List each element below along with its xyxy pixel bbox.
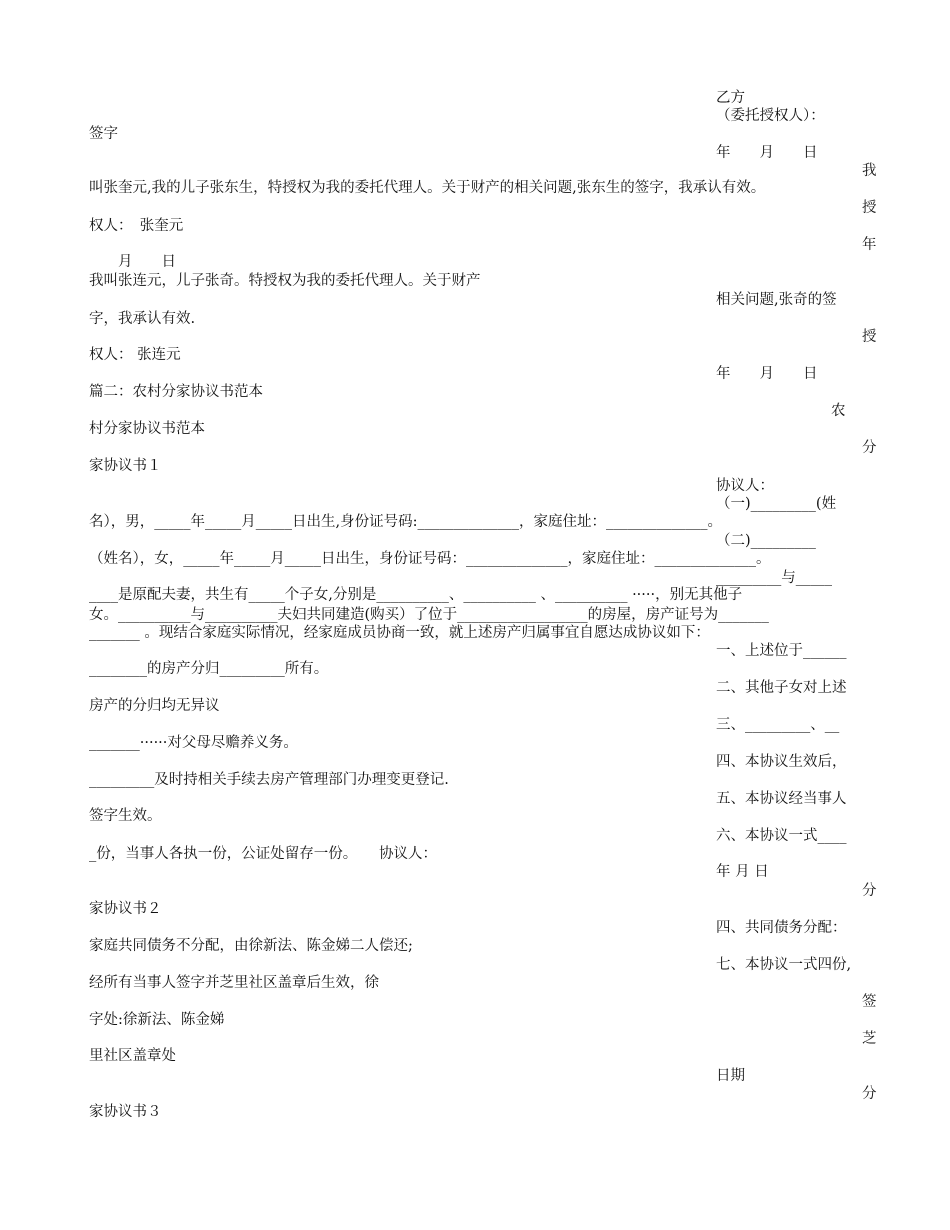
text-line: _________与_____ [716, 570, 832, 586]
section-heading: 家协议书３ [89, 1104, 162, 1120]
text-line: 四、本协议生效后， [716, 754, 847, 770]
text-line: 农 [831, 403, 846, 419]
text-line: 经所有当事人签字并芝里社区盖章后生效，徐 [89, 975, 379, 991]
text-line: 里社区盖章处 [89, 1048, 176, 1064]
section-heading: 家协议书２ [89, 901, 162, 917]
text-line: （二)_________ [716, 533, 816, 549]
section-heading: 家协议书１ [89, 458, 162, 474]
text-line: ________的房产分归_________所有。 [89, 661, 329, 677]
text-line: 女。__________与__________夫妇共同建造(购买）了位于__________________的房屋，房产证号为_______ [89, 607, 769, 623]
text-line: 乙方 [716, 90, 745, 106]
text-line: 二、其他子女对上述 [716, 680, 847, 696]
text-line: 年 月 日 [716, 145, 818, 161]
text-line: （委托授权人）： [716, 108, 825, 124]
text-line: 签 [862, 994, 877, 1010]
text-line: _______ 。现结合家庭实际情况，经家庭成员协商一致，就上述房产归属事宜自愿达成协议如下： [89, 625, 710, 641]
text-line: 我 [862, 163, 877, 179]
text-line: ____是原配夫妻，共生有_____个子女,分别是__________、__________ 、__________ ·····，别无其他子 [89, 587, 743, 603]
text-line: 叫张奎元,我的儿子张东生，特授权为我的委托代理人。关于财产的相关问题,张东生的签字，我承认有效。 [89, 180, 766, 196]
text-line: 授 [862, 200, 877, 216]
text-line: 家庭共同债务不分配，由徐新法、陈金娣二人偿还; [89, 938, 413, 954]
text-line: 相关问题,张奇的签 [716, 292, 837, 308]
section-heading: 篇二：农村分家协议书范本 [89, 384, 263, 400]
text-line: 权人： 张奎元 [89, 218, 184, 234]
text-line: _________及时持相关手续去房产管理部门办理变更登记. [89, 772, 449, 788]
text-line: 三、_________、__ [716, 717, 840, 733]
text-line: 授 [862, 329, 877, 345]
text-line: 签字生效。 [89, 808, 162, 824]
text-line: 权人： 张连元 [89, 347, 181, 363]
text-line: 日期 [716, 1068, 745, 1084]
text-line: 五、本协议经当事人 [716, 791, 847, 807]
text-line: 年 [862, 237, 877, 253]
text-line: 房产的分归均无异议 [89, 698, 220, 714]
text-line: 我叫张连元，儿子张奇。特授权为我的委托代理人。关于财产 [89, 273, 481, 289]
text-line: 村分家协议书范本 [89, 421, 205, 437]
text-line: 六、本协议一式____ [716, 828, 847, 844]
text-line: 一、上述位于______ [716, 643, 847, 659]
text-line: _______······对父母尽赡养义务。 [89, 735, 298, 751]
text-line: 签字 [89, 126, 118, 142]
text-line: _份，当事人各执一份，公证处留存一份。 协议人： [89, 846, 437, 862]
text-line: 分 [862, 1086, 877, 1102]
text-line: 月 日 [118, 254, 176, 270]
text-line: 名），男，_____年_____月_____日出生,身份证号码:______________，家庭住址：______________。 [89, 514, 722, 530]
text-line: 协议人： [716, 478, 774, 494]
text-line: 七、本协议一式四份, [716, 957, 852, 973]
text-line: 分 [862, 440, 877, 456]
text-line: 四、共同债务分配： [716, 920, 847, 936]
text-line: 字处:徐新法、陈金娣 [89, 1012, 225, 1028]
text-line: 分 [862, 883, 877, 899]
text-line: 芝 [862, 1031, 877, 1047]
text-line: 字，我承认有效. [89, 311, 196, 327]
text-line: 年 月 日 [716, 864, 769, 880]
text-line: （姓名），女，_____年_____月_____日出生，身份证号码：______________，家庭住址：______________。 [89, 551, 771, 567]
text-line: 年 月 日 [716, 366, 818, 382]
text-line: （一)_________(姓 [716, 496, 837, 512]
